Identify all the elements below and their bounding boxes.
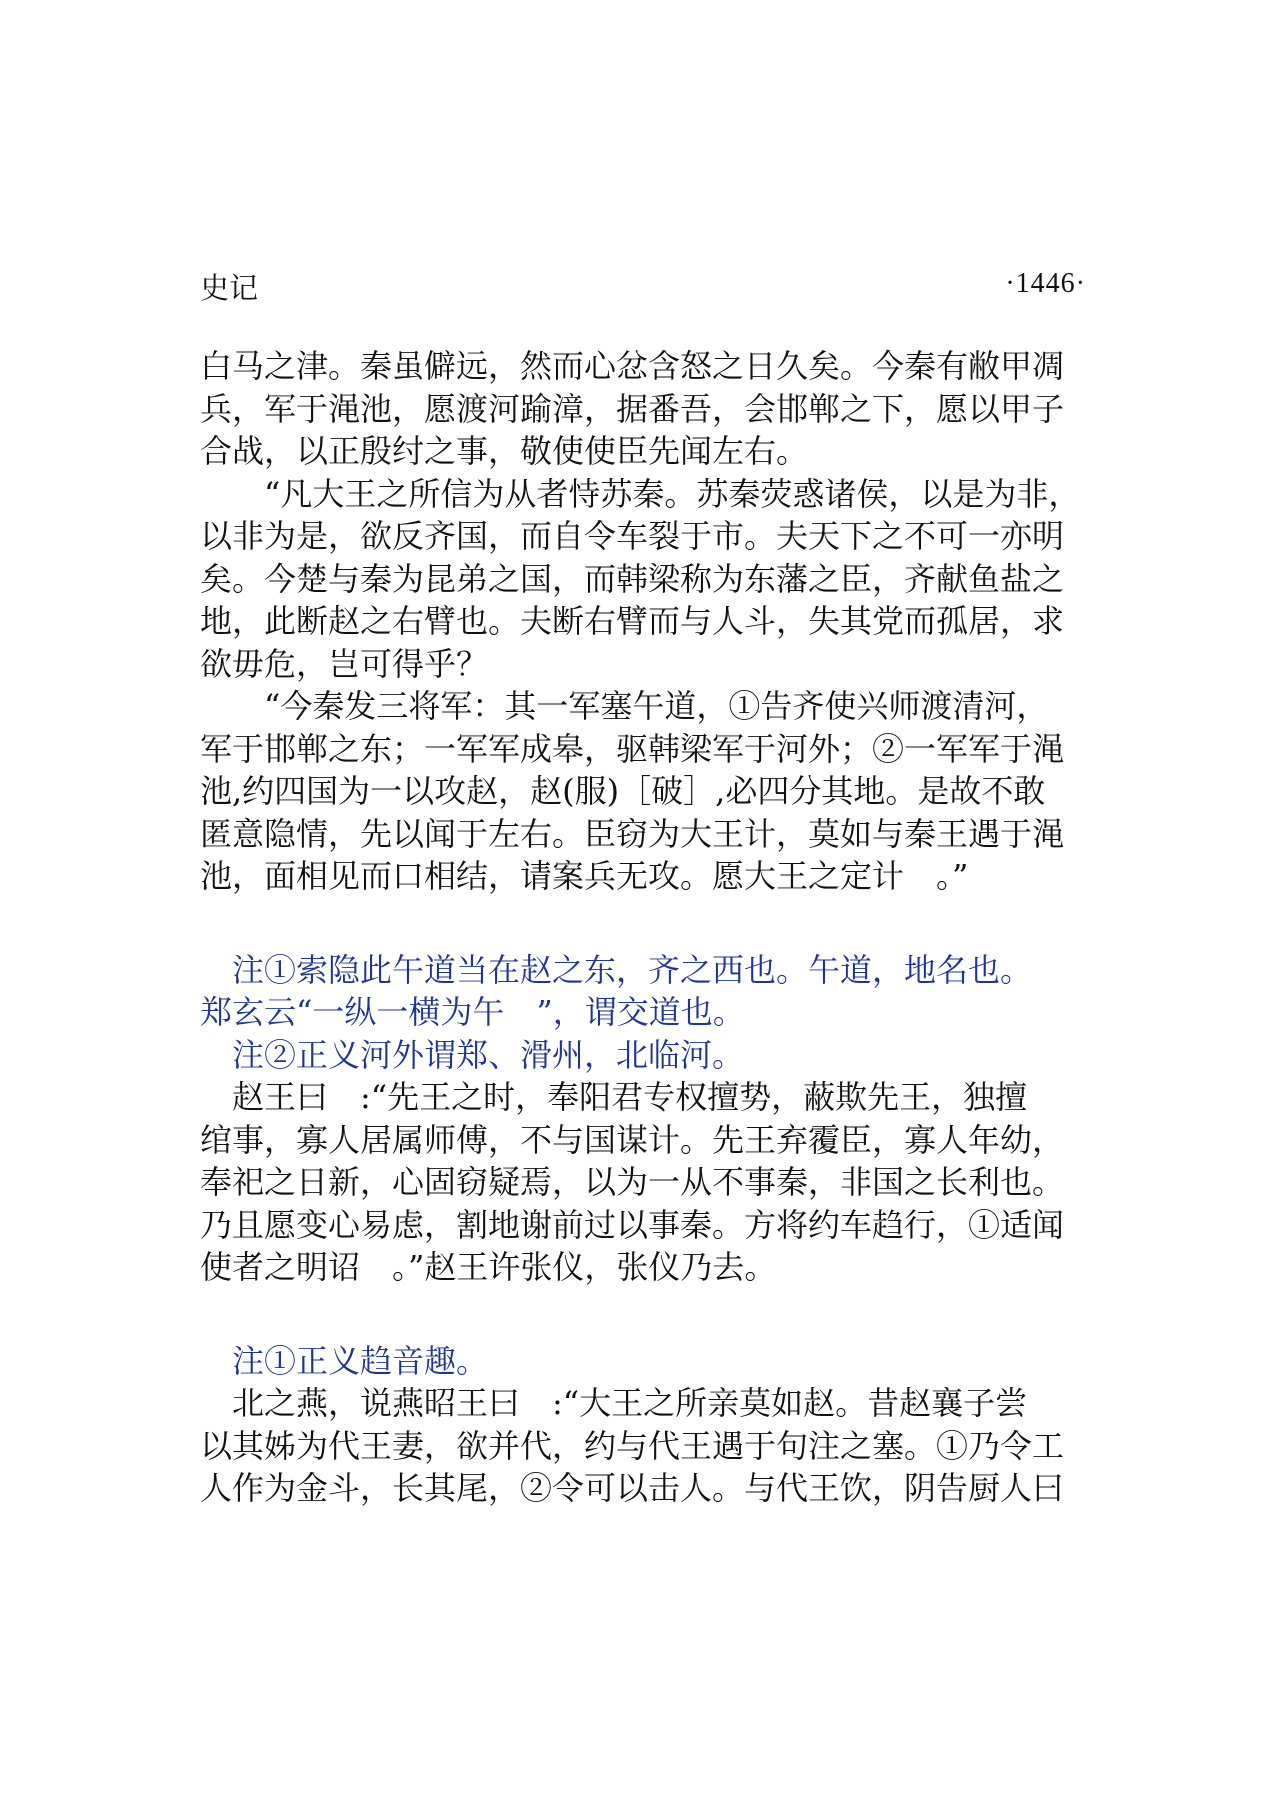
text-line: 使者之明诏 。”赵王许张仪，张仪乃去。	[200, 1248, 777, 1286]
text-line: 以非为是，欲反齐国，而自令车裂于市。夫天下之不可一亦明	[200, 517, 1065, 555]
annotation-line: 注①正义趋音趣。	[200, 1341, 489, 1380]
annotation-line: 郑玄云“一纵一横为午 ”，谓交道也。	[200, 993, 745, 1031]
text-line: 乃且愿变心易虑，割地谢前过以事秦。方将约车趋行，①适闻	[200, 1205, 1065, 1244]
text-line: 以其姊为代王妻，欲并代，约与代王遇于句注之塞。①乃令工	[200, 1426, 1065, 1465]
text-line: 池，面相见而口相结，请案兵无攻。愿大王之定计 。”	[200, 857, 969, 895]
text-line: 奉祀之日新，心固窃疑焉，以为一从不事秦，非国之长利也。	[200, 1163, 1065, 1201]
paragraph-gap	[200, 1289, 1105, 1340]
text-line: 绾事，寡人居属师傅，不与国谋计。先王弃䨱臣，寡人年幼，	[200, 1120, 1065, 1159]
annotation-line: 注①索隐此午道当在赵之东，齐之西也。午道，地名也。	[200, 950, 1033, 989]
page-number: ·1446·	[1005, 268, 1086, 299]
text-line: 兵，军于渑池，愿渡河踰漳，据番吾，会邯郸之下，愿以甲子	[200, 389, 1065, 428]
text-line: 池,约四国为一以攻赵，赵(服)［破］,必四分其地。是故不敢	[200, 772, 1046, 810]
text-line: 欲毋危，岂可得乎？	[200, 644, 489, 683]
book-title: 史记	[200, 271, 259, 305]
body-text	[200, 345, 1105, 1510]
text-line: 赵王曰 :“先王之时，奉阳君专权擅势，蔽欺先王，独擅	[200, 1078, 1028, 1116]
text-line: 地，此断赵之右臂也。夫断右臂而与人斗，失其党而孤居，求	[200, 602, 1065, 640]
text-line: 人作为金斗，长其尾，②令可以击人。与代王饮，阴告厨人曰	[200, 1469, 1065, 1507]
text-line: 白马之津。秦虽僻远，然而心忿含怒之日久矣。今秦有敝甲凋	[200, 347, 1065, 385]
text-line: 军于邯郸之东；一军军成皋，驱韩梁军于河外；②一军军于渑	[200, 729, 1065, 768]
text-line: 北之燕，说燕昭王曰 :“大王之所亲莫如赵。昔赵襄子尝	[200, 1384, 1028, 1422]
annotation-line: 注②正义河外谓郑、滑州，北临河。	[200, 1035, 745, 1074]
text-line: 合战，以正殷纣之事，敬使使臣先闻左右。	[200, 432, 809, 470]
text-line: 矣。今楚与秦为昆弟之国，而韩梁称为东藩之臣，齐献鱼盐之	[200, 559, 1065, 598]
text-line: 匿意隐情，先以闻于左右。臣窃为大王计，莫如与秦王遇于渑	[200, 814, 1065, 853]
text-line: “今秦发三将军：其一军塞午道，①告齐使兴师渡清河，	[200, 687, 1049, 725]
paragraph-gap	[200, 898, 1105, 949]
text-line: “凡大王之所信为从者恃苏秦。苏秦荧惑诸侯，以是为非，	[200, 474, 1081, 513]
running-header	[200, 266, 1086, 306]
